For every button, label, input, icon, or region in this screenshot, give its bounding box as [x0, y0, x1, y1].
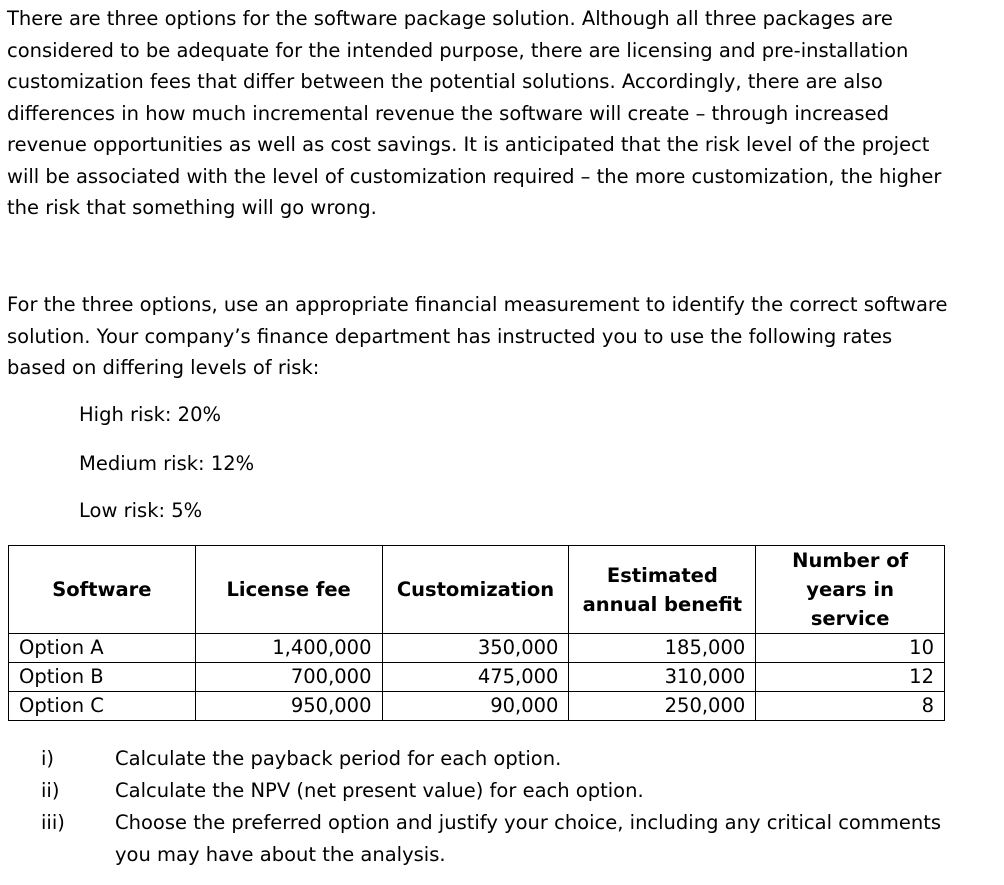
customization-value: 90,000: [382, 692, 569, 721]
option-name: Option B: [9, 663, 196, 692]
rate-low-risk: Low risk: 5%: [79, 499, 203, 522]
benefit-value: 310,000: [569, 663, 756, 692]
question-text-2: Calculate the NPV (net present value) for each option.: [115, 779, 644, 802]
years-value: 10: [756, 634, 945, 663]
years-value: 12: [756, 663, 945, 692]
header-customization: Customization: [382, 546, 569, 634]
license-fee-value: 700,000: [195, 663, 382, 692]
license-fee-value: 1,400,000: [195, 634, 382, 663]
header-benefit-line2: annual benefit: [582, 592, 743, 616]
option-name: Option C: [9, 692, 196, 721]
question-number-1: i): [41, 747, 55, 770]
header-years-in-service: [756, 546, 945, 634]
instruction-paragraph: For the three options, use an appropriate financial measurement to identify the correct software solution. Your company’s finance department has instructed you to use the following rates based on differing levels of risk:: [7, 293, 948, 379]
question-number-2: ii): [41, 779, 60, 802]
years-value: 8: [756, 692, 945, 721]
header-years-line1: Number of: [792, 549, 909, 572]
header-estimated-annual-benefit: [569, 546, 756, 634]
table-row: [9, 634, 945, 663]
customization-value: 350,000: [382, 634, 569, 663]
options-table: [8, 545, 945, 721]
header-software: Software: [9, 546, 196, 634]
customization-value: 475,000: [382, 663, 569, 692]
benefit-value: 250,000: [569, 692, 756, 721]
table-row: [9, 663, 945, 692]
license-fee-value: 950,000: [195, 692, 382, 721]
header-benefit-line1: Estimated: [606, 563, 718, 587]
table-header-row: [9, 546, 945, 634]
question-text-1: Calculate the payback period for each option.: [115, 747, 562, 770]
header-years-line2: years in service: [806, 578, 894, 630]
question-text-3: Choose the preferred option and justify your choice, including any critical comments you may have about the analysis.: [115, 811, 942, 866]
question-number-3: iii): [41, 811, 65, 834]
rate-high-risk: High risk: 20%: [79, 403, 222, 426]
header-license-fee: License fee: [195, 546, 382, 634]
intro-paragraph: There are three options for the software package solution. Although all three packages are considered to be adequate for the intended purpose, there are licensing and pre-installation customization fees that differ between the potential solutions. Accordingly, there are also differences in how much incremental revenue the software will create – through increased revenue opportunities as well as cost savings. It is anticipated that the risk level of the project will be associated with the level of customization required – the more customization, the higher the risk that something will go wrong.: [7, 7, 942, 219]
table-row: [9, 692, 945, 721]
benefit-value: 185,000: [569, 634, 756, 663]
rate-medium-risk: Medium risk: 12%: [79, 452, 255, 475]
option-name: Option A: [9, 634, 196, 663]
